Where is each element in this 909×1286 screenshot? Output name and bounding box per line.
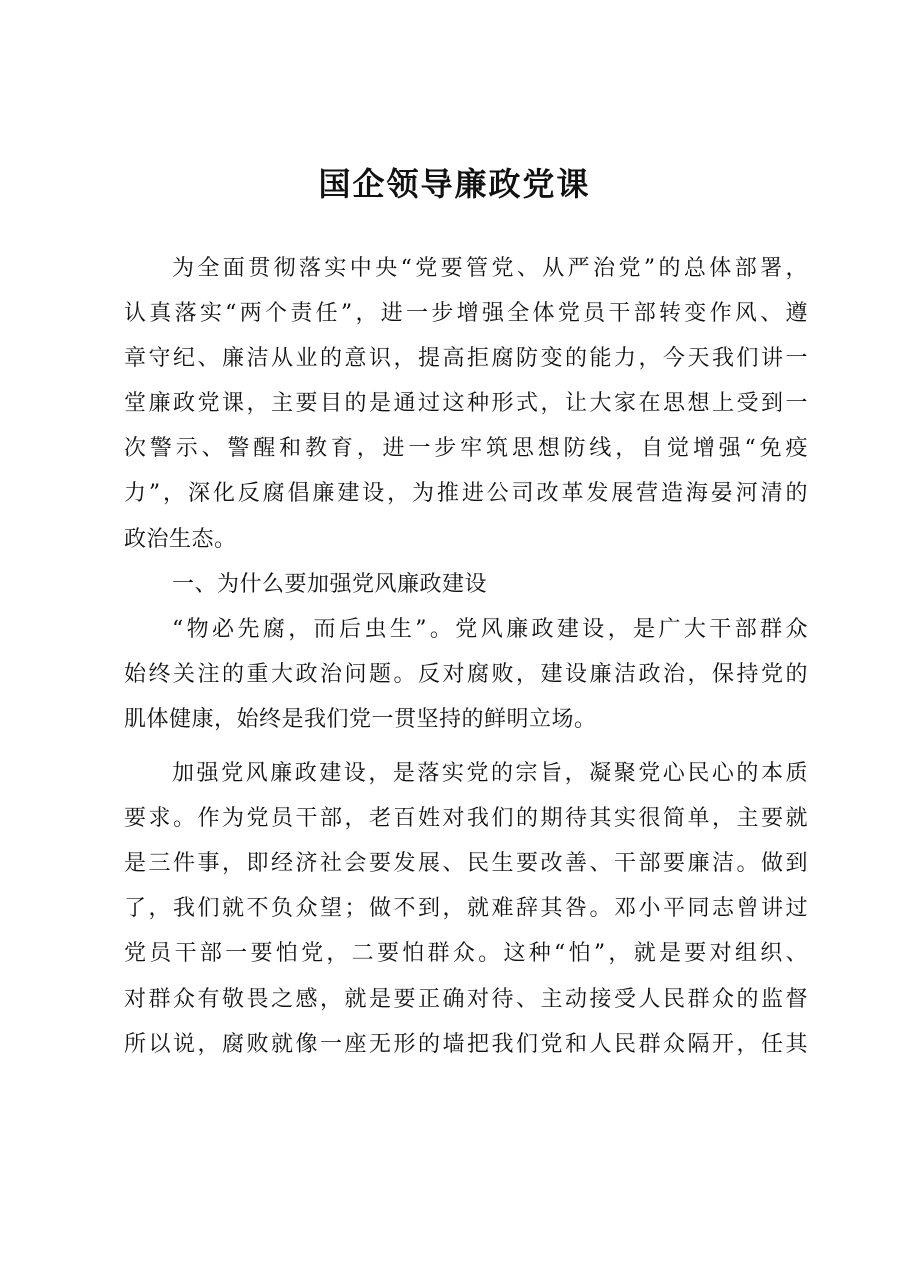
paragraph-3-line-3: 是三件事，即经济社会要发展、民生要改善、干部要廉洁。做到: [124, 851, 808, 877]
paragraph-3-line-6: 对群众有敬畏之感，就是要正确对待、主动接受人民群众的监督: [124, 986, 808, 1012]
paragraph-gap: [124, 742, 808, 751]
paragraph-1-line-6: 力”，深化反腐倡廉建设，为推进公司改革发展营造海晏河清的: [124, 481, 808, 507]
paragraph-2-line-2: 始终关注的重大政治问题。反对腐败，建设廉洁政治，保持党的: [124, 661, 808, 687]
paragraph-2-line-1: “物必先腐，而后虫生”。党风廉政建设，是广大干部群众: [172, 616, 808, 642]
paragraph-3-line-7: 所以说，腐败就像一座无形的墙把我们党和人民群众隔开，任其: [124, 1031, 808, 1057]
document-title: 国企领导廉政党课: [318, 165, 591, 203]
section-heading-1: 一、为什么要加强党风廉政建设: [172, 571, 488, 597]
paragraph-3-line-1: 加强党风廉政建设，是落实党的宗旨，凝聚党心民心的本质: [172, 761, 808, 787]
paragraph-3-line-2: 要求。作为党员干部，老百姓对我们的期待其实很简单，主要就: [124, 806, 808, 832]
paragraph-1-line-1: 为全面贯彻落实中央“党要管党、从严治党”的总体部署，: [172, 256, 808, 281]
paragraph-2-line-3: 肌体健康，始终是我们党一贯坚持的鲜明立场。: [124, 706, 597, 732]
paragraph-1-line-7: 政治生态。: [124, 526, 237, 552]
paragraph-1-line-2: 认真落实“两个责任”，进一步增强全体党员干部转变作风、遵: [124, 301, 808, 327]
paragraph-1-line-3: 章守纪、廉洁从业的意识，提高拒腐防变的能力，今天我们讲一: [124, 346, 808, 372]
document-body: [124, 246, 808, 1067]
paragraph-3-line-5: 党员干部一要怕党，二要怕群众。这种“怕”，就是要对组织、: [124, 941, 808, 967]
paragraph-1-line-5: 次警示、警醒和教育，进一步牢筑思想防线，自觉增强“免疫: [124, 436, 808, 462]
paragraph-3-line-4: 了，我们就不负众望；做不到，就难辞其咎。邓小平同志曾讲过: [124, 896, 808, 922]
paragraph-1-line-4: 堂廉政党课，主要目的是通过这种形式，让大家在思想上受到一: [124, 391, 808, 417]
